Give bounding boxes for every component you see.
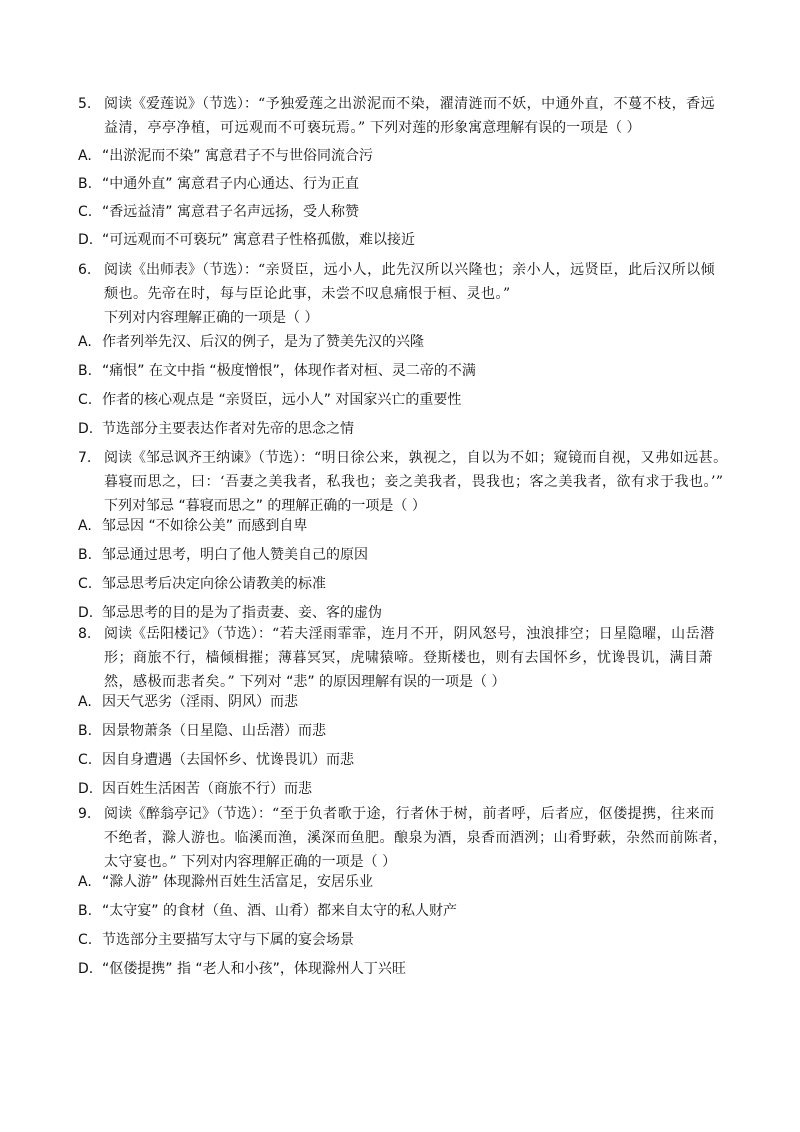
option-letter: B.: [78, 903, 93, 919]
option-letter: D.: [78, 781, 94, 797]
option-text: 作者列举先汉、后汉的例子，是为了赞美先汉的兴隆: [102, 334, 424, 350]
question-quote: “若夫淫雨霏霏，连月不开，阴风怒号，浊浪排空；日星隐曜，山岳潜形；商旅不行，樯倾楫摧；薄暮冥冥，虎啸猿啼。登斯楼也，则有去国怀乡，忧谗畏讥，满目萧然，感极而悲者矣。”: [104, 626, 715, 690]
option-a[interactable]: [78, 872, 728, 892]
question-stem: [104, 92, 728, 140]
question-stem: [104, 258, 728, 330]
option-d[interactable]: [78, 230, 728, 250]
option-letter: C.: [78, 932, 93, 948]
option-a[interactable]: [78, 332, 728, 352]
option-letter: D.: [78, 421, 94, 437]
question-number: 8.: [78, 626, 92, 642]
option-d[interactable]: [78, 419, 728, 439]
option-text: 因景物萧条（日星隐、山岳潜）而悲: [102, 723, 326, 739]
option-letter: B.: [78, 723, 93, 739]
option-a[interactable]: [78, 146, 728, 166]
option-letter: D.: [78, 605, 94, 621]
question-quote: “予独爱莲之出淤泥而不染，濯清涟而不妖，中通外直，不蔓不枝，香远益清，亭亭净植，可远观而不可亵玩焉。”: [104, 96, 716, 136]
option-text: 邹忌因 “不如徐公美” 而感到自卑: [102, 518, 308, 534]
option-d[interactable]: [78, 603, 728, 623]
option-c[interactable]: [78, 930, 728, 950]
option-b[interactable]: [78, 361, 728, 381]
option-letter: D.: [78, 961, 94, 977]
question-quote: “亲贤臣，远小人，此先汉所以兴隆也；亲小人，远贤臣，此后汉所以倾颓也。先帝在时，每与臣论此事，未尝不叹息痛恨于桓、灵也。”: [104, 262, 716, 302]
option-text: 节选部分主要表达作者对先帝的思念之情: [102, 421, 354, 437]
option-c[interactable]: [78, 750, 728, 770]
question-number: 7.: [78, 450, 92, 466]
question-ask: 下列对内容理解正确的一项是（ ）: [104, 310, 319, 326]
option-text: 邹忌思考的目的是为了指责妻、妾、客的虚伪: [102, 605, 382, 621]
option-letter: D.: [78, 232, 94, 248]
option-letter: A.: [78, 518, 92, 534]
question-8: [78, 622, 728, 694]
option-letter: A.: [78, 694, 92, 710]
question-intro: 阅读《出师表》（节选）：: [104, 262, 258, 278]
option-text: “香远益清” 寓意君子名声远扬，受人称赞: [102, 204, 359, 220]
question-number: 5.: [78, 96, 92, 112]
question-stem: [104, 622, 728, 694]
option-text: “痛恨” 在文中指 “极度憎恨”，体现作者对桓、灵二帝的不满: [102, 363, 476, 379]
option-text: “滁人游” 体现滁州百姓生活富足，安居乐业: [102, 874, 373, 890]
option-c[interactable]: [78, 202, 728, 222]
question-stem: [104, 446, 728, 518]
question-6: [78, 258, 728, 330]
option-text: 因天气恶劣（淫雨、阴风）而悲: [102, 694, 298, 710]
option-letter: A.: [78, 334, 92, 350]
question-ask: 下列对邹忌 “暮寝而思之” 的理解正确的一项是（ ）: [104, 498, 426, 514]
option-letter: C.: [78, 204, 93, 220]
question-7: [78, 446, 728, 518]
option-a[interactable]: [78, 692, 728, 712]
question-intro: 阅读《岳阳楼记》（节选）：: [104, 626, 272, 642]
question-ask: 下列对莲的形象寓意理解有误的一项是（ ）: [365, 120, 641, 136]
question-ask: 下列对 “悲” 的原因理解有误的一项是（ ）: [235, 674, 506, 690]
option-text: “太守宴” 的食材（鱼、酒、山肴）都来自太守的私人财产: [102, 903, 457, 919]
option-letter: C.: [78, 752, 93, 768]
option-text: 邹忌思考后决定向徐公请教美的标准: [102, 576, 326, 592]
option-b[interactable]: [78, 545, 728, 565]
option-letter: C.: [78, 576, 93, 592]
question-9: [78, 802, 728, 874]
option-c[interactable]: [78, 574, 728, 594]
option-letter: B.: [78, 176, 93, 192]
question-number: 9.: [78, 806, 92, 822]
question-quote: “至于负者歌于途，行者休于树，前者呼，后者应，伛偻提携，往来而不绝者，滁人游也。临溪而渔，溪深而鱼肥。酿泉为酒，泉香而酒洌；山肴野蔌，杂然而前陈者，太守宴也。”: [104, 806, 728, 870]
question-number: 6.: [78, 262, 92, 278]
option-letter: A.: [78, 874, 92, 890]
option-text: “伛偻提携” 指 “老人和小孩”，体现滁州人丁兴旺: [102, 961, 406, 977]
question-5: [78, 92, 728, 140]
option-text: 因百姓生活困苦（商旅不行）而悲: [102, 781, 312, 797]
option-letter: C.: [78, 392, 93, 408]
question-intro: 阅读《爱莲说》（节选）：: [104, 96, 258, 112]
option-text: “出淤泥而不染” 寓意君子不与世俗同流合污: [102, 148, 373, 164]
option-text: “可远观而不可亵玩” 寓意君子性格孤傲，难以接近: [102, 232, 415, 248]
option-text: 邹忌通过思考，明白了他人赞美自己的原因: [102, 547, 368, 563]
option-d[interactable]: [78, 959, 728, 979]
option-letter: A.: [78, 148, 92, 164]
option-b[interactable]: [78, 721, 728, 741]
option-letter: B.: [78, 363, 93, 379]
option-text: 节选部分主要描写太守与下属的宴会场景: [102, 932, 354, 948]
question-stem: [104, 802, 728, 874]
option-text: 因自身遭遇（去国怀乡、忧谗畏讥）而悲: [102, 752, 354, 768]
option-d[interactable]: [78, 779, 728, 799]
option-text: 作者的核心观点是 “亲贤臣，远小人” 对国家兴亡的重要性: [102, 392, 462, 408]
question-intro: 阅读《醉翁亭记》（节选）：: [104, 806, 272, 822]
option-b[interactable]: [78, 901, 728, 921]
option-letter: B.: [78, 547, 93, 563]
question-intro: 阅读《邹忌讽齐王纳谏》（节选）：: [104, 450, 314, 466]
question-quote: “明日徐公来，孰视之，自以为不如；窥镜而自视，又弗如远甚。暮寝而思之，曰：‘吾妻之美我者，私我也；妾之美我者，畏我也；客之美我者，欲有求于我也。’”: [104, 450, 728, 490]
option-text: “中通外直” 寓意君子内心通达、行为正直: [102, 176, 359, 192]
option-a[interactable]: [78, 516, 728, 536]
option-c[interactable]: [78, 390, 728, 410]
option-b[interactable]: [78, 174, 728, 194]
question-ask: 下列对内容理解正确的一项是（ ）: [177, 854, 397, 870]
